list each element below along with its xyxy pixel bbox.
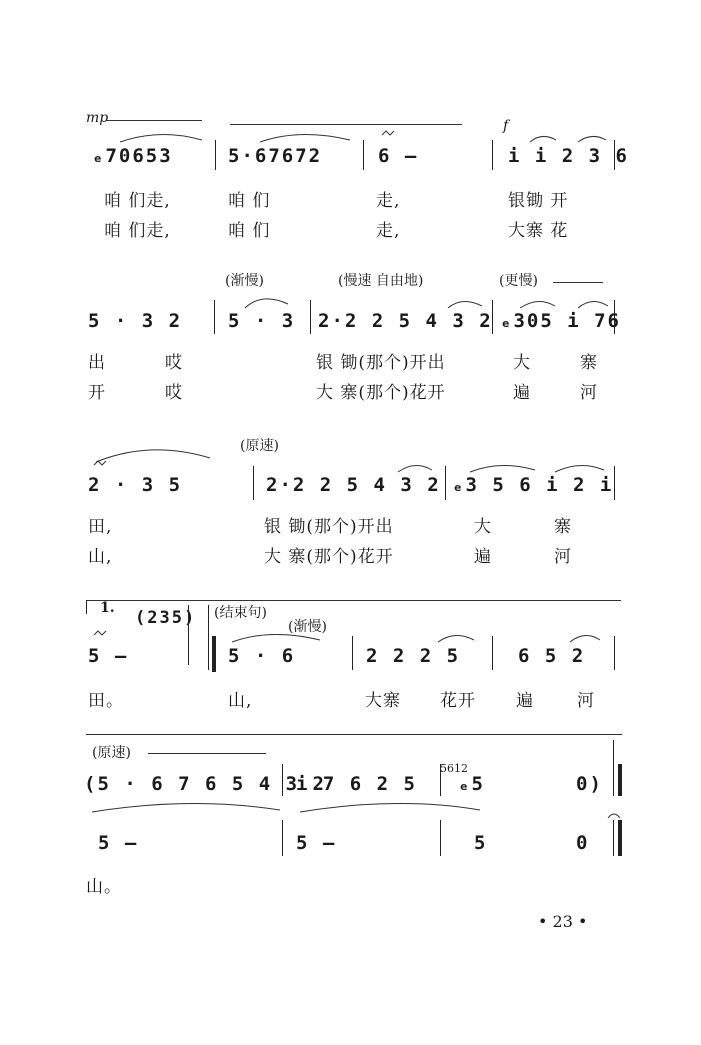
lyric: 河 bbox=[554, 547, 572, 567]
measure-2-notes: 5 · 6 bbox=[228, 645, 296, 667]
lyric: 遍 bbox=[516, 691, 534, 711]
slur bbox=[438, 635, 474, 642]
lyric: 田, bbox=[88, 517, 113, 537]
measure-3-notes: 2·2 2 5 4 3 2 bbox=[318, 310, 493, 332]
slur bbox=[92, 803, 280, 812]
lyric: 大寨 花 bbox=[508, 221, 569, 241]
lyric: 大 bbox=[513, 353, 531, 373]
lower-measure-2-notes: 5 — bbox=[296, 832, 337, 854]
lyric: 走, bbox=[376, 221, 401, 241]
upper-measure-4-notes: 0) bbox=[576, 773, 603, 795]
lower-measure-4-notes: 0 bbox=[576, 832, 590, 854]
measure-4-notes: ₑ305 i 76 bbox=[500, 310, 621, 332]
measure-2-notes: 5 · 3 bbox=[228, 310, 296, 332]
slur bbox=[120, 134, 202, 142]
lyric: 咱 们 bbox=[228, 191, 271, 211]
lyric: 寨 bbox=[554, 517, 572, 537]
slur bbox=[96, 450, 210, 462]
lyric: 河 bbox=[580, 383, 598, 403]
lyric: 出 bbox=[88, 353, 106, 373]
slur bbox=[232, 634, 320, 642]
lyric: 山, bbox=[228, 691, 253, 711]
slur bbox=[398, 465, 432, 472]
measure-2-notes: 5·67672 bbox=[228, 145, 323, 167]
slur bbox=[578, 301, 608, 308]
dynamic-f: f bbox=[503, 118, 509, 134]
measure-3-notes: 6 — bbox=[378, 145, 419, 167]
fermata bbox=[608, 814, 620, 818]
tempo-mark: (渐慢) bbox=[225, 273, 264, 289]
tempo-mark: (原速) bbox=[92, 745, 131, 761]
lyric: 遍 bbox=[474, 547, 492, 567]
lower-measure-3-notes: 5 bbox=[474, 832, 488, 854]
lyric: 大 寨(那个)花开 bbox=[316, 383, 446, 403]
lyric: 走, bbox=[376, 191, 401, 211]
lyric: 大 寨(那个)花开 bbox=[264, 547, 394, 567]
lyric: 开 bbox=[88, 383, 106, 403]
slur bbox=[530, 136, 556, 142]
measure-2-notes: 2·2 2 5 4 3 2 bbox=[266, 474, 441, 496]
tempo-mark: (原速) bbox=[240, 438, 279, 454]
measure-3-notes: 2 2 2 5 bbox=[366, 645, 461, 667]
slur bbox=[570, 635, 600, 642]
measure-1-notes: ₑ70653 bbox=[92, 145, 173, 167]
lyric: 寨 bbox=[580, 353, 598, 373]
measure-1-notes: 5 — bbox=[88, 645, 129, 667]
lower-measure-1-notes: 5 — bbox=[98, 832, 139, 854]
lyric: 银锄 开 bbox=[508, 191, 569, 211]
lyric: 河 bbox=[577, 691, 595, 711]
lyric: 遍 bbox=[513, 383, 531, 403]
lyric: 哎 bbox=[165, 383, 183, 403]
lyric: 银 锄(那个)开出 bbox=[316, 353, 446, 373]
page-number: • 23 • bbox=[538, 912, 588, 931]
grace-notes: (235) bbox=[135, 608, 197, 628]
upper-measure-2-notes: i 7 6 2 5 bbox=[296, 773, 417, 795]
tremolo-mark bbox=[382, 131, 394, 135]
slur bbox=[300, 803, 480, 812]
slur bbox=[555, 465, 604, 472]
volta-number: 1. bbox=[100, 600, 115, 616]
upper-measure-3-notes: ₑ5 bbox=[458, 773, 485, 795]
tremolo-mark bbox=[94, 461, 106, 465]
measure-1-notes: 5 · 3 2 bbox=[88, 310, 183, 332]
ending-mark: (结束句) bbox=[214, 605, 267, 621]
lyric: 山。 bbox=[86, 877, 122, 897]
measure-1-notes: 2 · 3 5 bbox=[88, 474, 183, 496]
lyric: 田。 bbox=[88, 691, 124, 711]
lyric: 咱 们走, bbox=[104, 191, 171, 211]
lyric: 银 锄(那个)开出 bbox=[264, 517, 394, 537]
slur bbox=[470, 465, 535, 472]
slur bbox=[578, 136, 606, 142]
slur bbox=[448, 301, 482, 308]
measure-4-notes: i i 2 3 6 bbox=[508, 145, 629, 167]
lyric: 咱 们 bbox=[228, 221, 271, 241]
lyric: 山, bbox=[88, 547, 113, 567]
slur bbox=[260, 134, 350, 142]
lyric: 大 bbox=[474, 517, 492, 537]
lyric: 哎 bbox=[165, 353, 183, 373]
measure-3-notes: ₑ3 5 6 i 2 i bbox=[452, 474, 614, 496]
grace-notes: 5612 bbox=[440, 762, 468, 775]
lyric: 大寨 bbox=[365, 691, 401, 711]
lyric: 花开 bbox=[440, 691, 476, 711]
slur bbox=[245, 299, 288, 308]
slur bbox=[520, 301, 555, 308]
tremolo-mark bbox=[94, 631, 106, 635]
upper-measure-1-notes: (5 · 6 7 6 5 4 3 2 bbox=[84, 773, 326, 795]
lyric: 咱 们走, bbox=[104, 221, 171, 241]
tempo-mark: (慢速 自由地) bbox=[338, 273, 424, 289]
measure-4-notes: 6 5 2 bbox=[518, 645, 586, 667]
dynamic-mp: mp bbox=[86, 110, 109, 126]
tempo-mark: (渐慢) bbox=[288, 619, 327, 635]
tempo-mark: (更慢) bbox=[499, 273, 538, 289]
